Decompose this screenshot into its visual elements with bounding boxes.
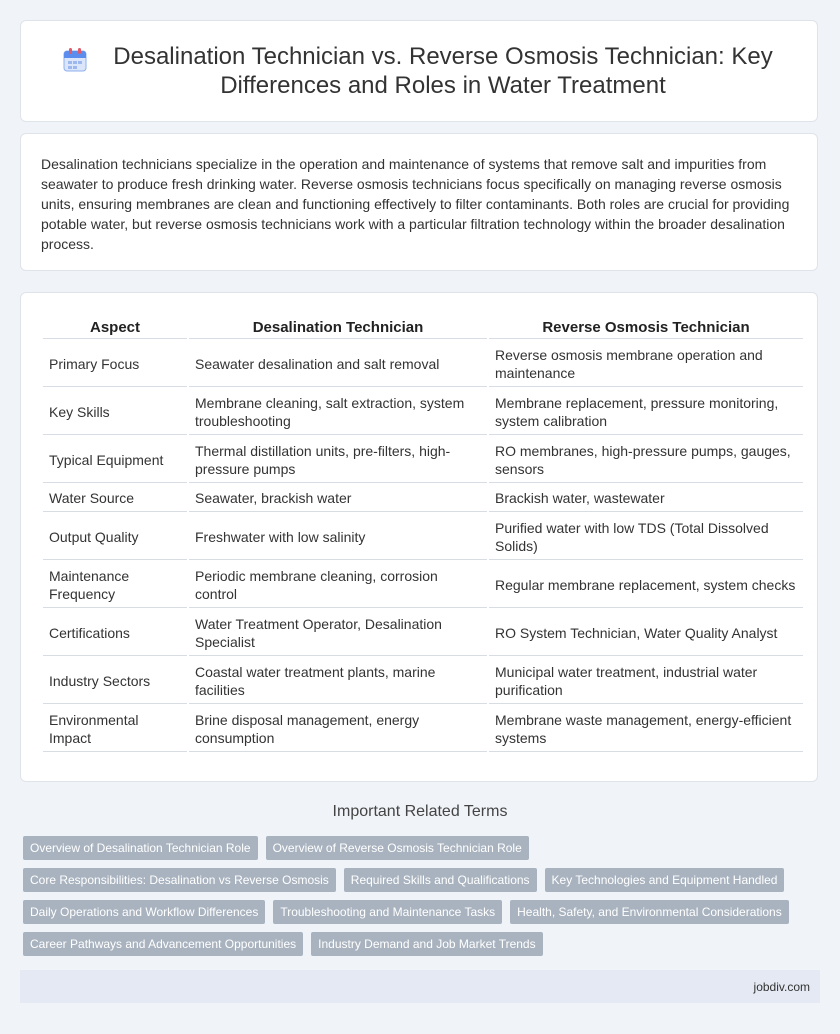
table-cell: Membrane replacement, pressure monitoring, system calibration bbox=[489, 389, 803, 435]
related-term-tag[interactable]: Overview of Desalination Technician Role bbox=[23, 836, 258, 860]
related-term-tag[interactable]: Troubleshooting and Maintenance Tasks bbox=[273, 900, 502, 924]
footer-site-link[interactable]: jobdiv.com bbox=[753, 979, 810, 994]
table-cell: RO System Technician, Water Quality Analyst bbox=[489, 610, 803, 656]
table-cell: Output Quality bbox=[43, 514, 187, 560]
page-title: Desalination Technician vs. Reverse Osmosis Technician: Key Differences and Roles in Water Treatment bbox=[113, 43, 773, 99]
related-term-tag[interactable]: Key Technologies and Equipment Handled bbox=[545, 868, 785, 892]
related-term-tag[interactable]: Industry Demand and Job Market Trends bbox=[311, 932, 542, 956]
intro-paragraph: Desalination technicians specialize in the operation and maintenance of systems that remove salt and impurities from seawater to produce fresh drinking water. Reverse osmosis technicians focus specifically on managing reverse osmosis units, ensuring membranes are clean and functioning effectively to filter contaminants. Both roles are crucial for providing potable water, but reverse osmosis technicians work with a particular filtration technology within the broader desalination process. bbox=[41, 156, 790, 252]
related-term-tag[interactable]: Required Skills and Qualifications bbox=[344, 868, 537, 892]
table-cell: Environmental Impact bbox=[43, 706, 187, 752]
table-row bbox=[43, 437, 803, 483]
table-cell: Coastal water treatment plants, marine facilities bbox=[189, 658, 487, 704]
table-cell: Brackish water, wastewater bbox=[489, 485, 803, 512]
related-term-tag[interactable]: Health, Safety, and Environmental Considerations bbox=[510, 900, 789, 924]
table-cell: Seawater desalination and salt removal bbox=[189, 341, 487, 387]
table-cell: Periodic membrane cleaning, corrosion control bbox=[189, 562, 487, 608]
table-row bbox=[43, 485, 803, 512]
table-row bbox=[43, 562, 803, 608]
table-cell: RO membranes, high-pressure pumps, gauges, sensors bbox=[489, 437, 803, 483]
table-row bbox=[43, 389, 803, 435]
table-row bbox=[43, 514, 803, 560]
intro-card bbox=[20, 133, 818, 271]
table-cell: Maintenance Frequency bbox=[43, 562, 187, 608]
table-cell: Typical Equipment bbox=[43, 437, 187, 483]
title-card bbox=[20, 20, 818, 122]
table-cell: Brine disposal management, energy consumption bbox=[189, 706, 487, 752]
table-cell: Thermal distillation units, pre-filters, high-pressure pumps bbox=[189, 437, 487, 483]
table-cell: Municipal water treatment, industrial water purification bbox=[489, 658, 803, 704]
table-cell: Key Skills bbox=[43, 389, 187, 435]
comparison-table-card bbox=[20, 292, 818, 782]
table-cell: Membrane cleaning, salt extraction, system troubleshooting bbox=[189, 389, 487, 435]
header-aspect: Aspect bbox=[43, 313, 187, 339]
table-cell: Freshwater with low salinity bbox=[189, 514, 487, 560]
table-row bbox=[43, 658, 803, 704]
related-term-tag[interactable]: Core Responsibilities: Desalination vs Reverse Osmosis bbox=[23, 868, 336, 892]
table-header-row bbox=[43, 313, 803, 339]
title-wrap bbox=[21, 21, 817, 121]
footer bbox=[20, 970, 820, 1003]
table-cell: Purified water with low TDS (Total Dissolved Solids) bbox=[489, 514, 803, 560]
table-cell: Certifications bbox=[43, 610, 187, 656]
comparison-table bbox=[41, 311, 805, 754]
related-terms-list bbox=[23, 836, 823, 964]
table-cell: Primary Focus bbox=[43, 341, 187, 387]
table-cell: Reverse osmosis membrane operation and maintenance bbox=[489, 341, 803, 387]
header-desalination: Desalination Technician bbox=[189, 313, 487, 339]
calendar-icon bbox=[61, 46, 89, 74]
table-row bbox=[43, 706, 803, 752]
table-row bbox=[43, 341, 803, 387]
table-cell: Water Source bbox=[43, 485, 187, 512]
table-cell: Membrane waste management, energy-efficient systems bbox=[489, 706, 803, 752]
table-cell: Water Treatment Operator, Desalination Specialist bbox=[189, 610, 487, 656]
related-term-tag[interactable]: Daily Operations and Workflow Differences bbox=[23, 900, 265, 924]
table-row bbox=[43, 610, 803, 656]
related-term-tag[interactable]: Overview of Reverse Osmosis Technician Role bbox=[266, 836, 529, 860]
table-cell: Regular membrane replacement, system checks bbox=[489, 562, 803, 608]
table-cell: Seawater, brackish water bbox=[189, 485, 487, 512]
table-cell: Industry Sectors bbox=[43, 658, 187, 704]
header-reverse-osmosis: Reverse Osmosis Technician bbox=[489, 313, 803, 339]
related-term-tag[interactable]: Career Pathways and Advancement Opportunities bbox=[23, 932, 303, 956]
related-terms-title: Important Related Terms bbox=[332, 803, 508, 820]
